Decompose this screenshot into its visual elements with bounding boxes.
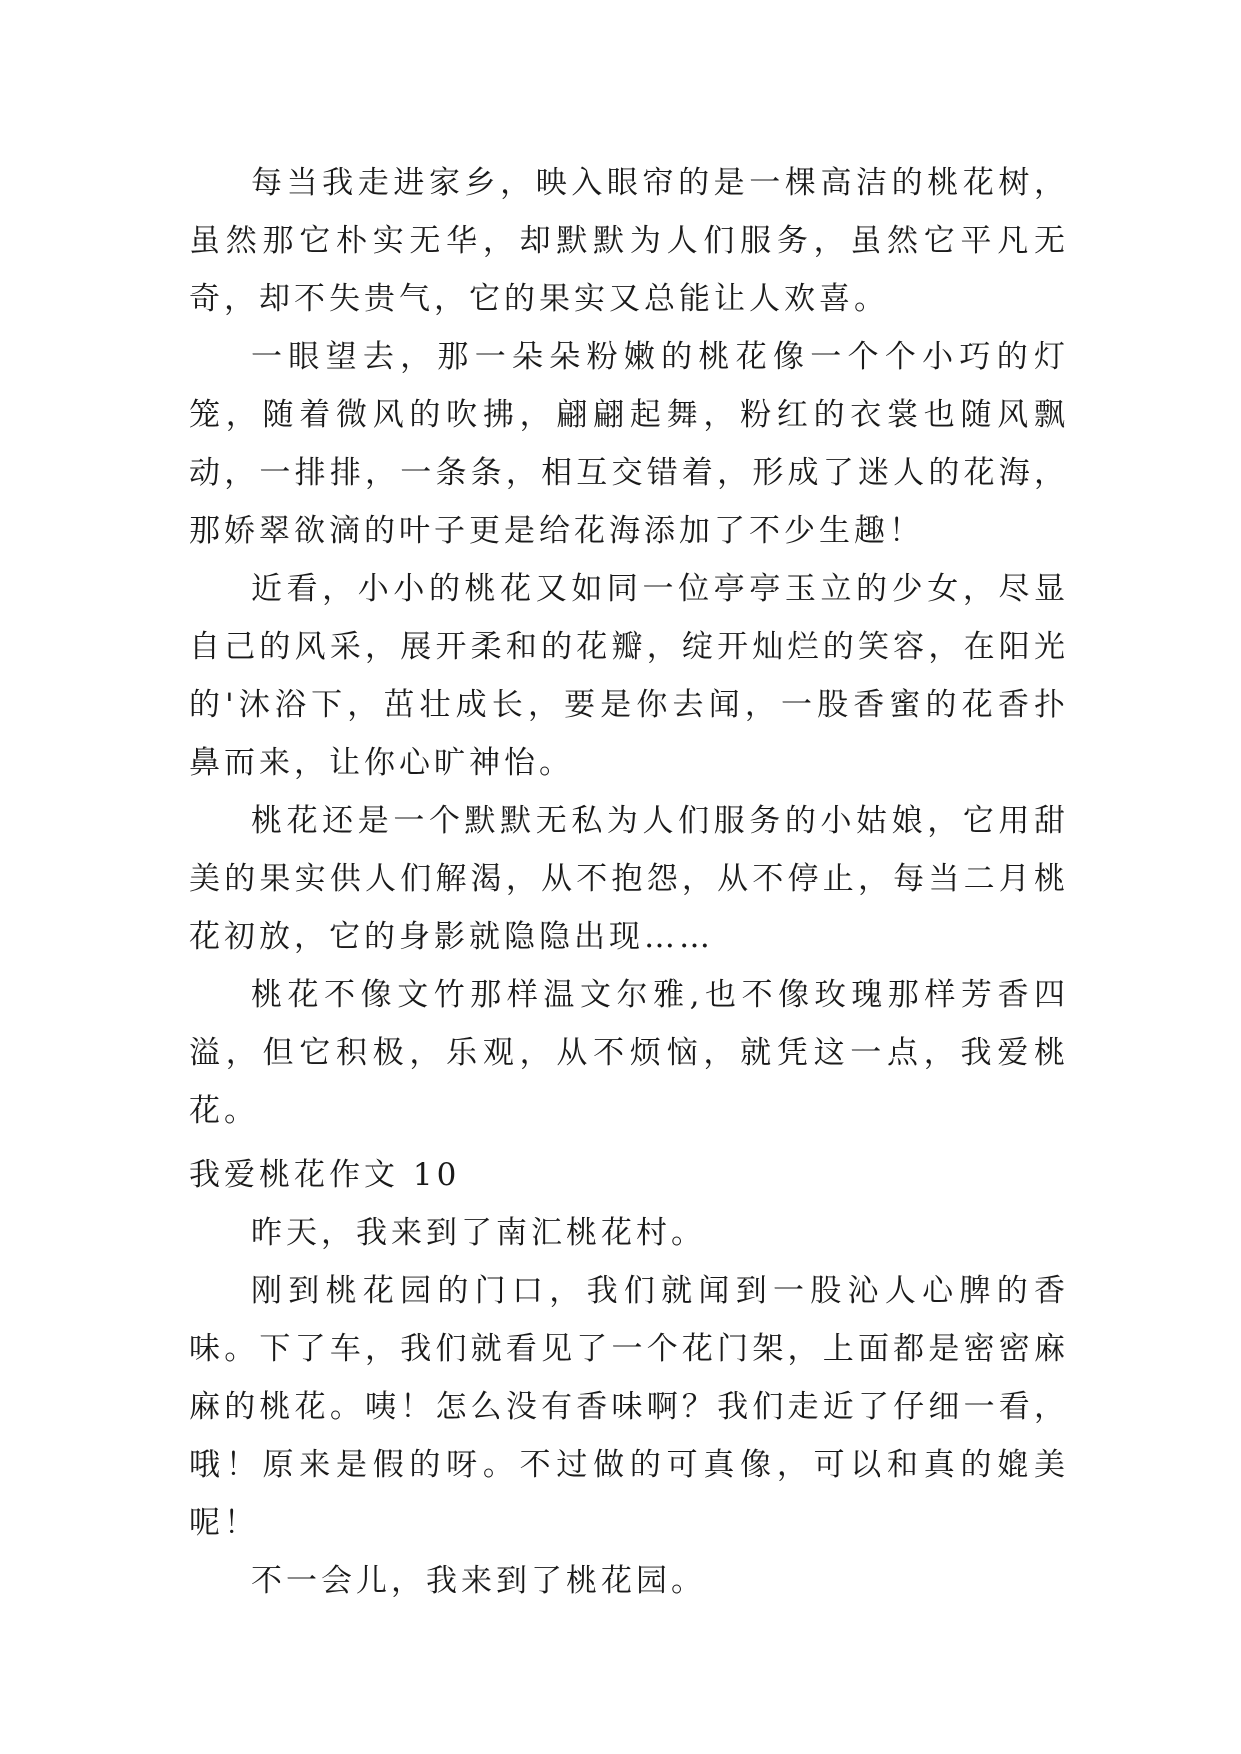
paragraph: 不一会儿，我来到了桃花园。 (251, 1563, 706, 1599)
paragraph: 桃花不像文竹那样温文尔雅,也不像玫瑰那样芳香四溢，但它积极，乐观，从不烦恼，就凭这一点，我爱桃花。 (189, 977, 1069, 1129)
paragraph: 刚到桃花园的门口，我们就闻到一股沁人心脾的香味。下了车，我们就看见了一个花门架，上面都是密密麻麻的桃花。咦！怎么没有香味啊？我们走近了仔细一看，哦！原来是假的呀。不过做的可真像，可以和真的媲美呢！ (189, 1273, 1069, 1541)
essay-title: 我爱桃花作文 10 (189, 1157, 461, 1193)
essay-body-part-2 (189, 1204, 1069, 1610)
essay-body-part-1 (189, 154, 1069, 1140)
paragraph: 昨天，我来到了南汇桃花村。 (251, 1215, 706, 1251)
paragraph: 近看，小小的桃花又如同一位亭亭玉立的少女，尽显自己的风采，展开柔和的花瓣，绽开灿烂的笑容，在阳光的'沐浴下，茁壮成长，要是你去闻，一股香蜜的花香扑鼻而来，让你心旷神怡。 (189, 571, 1069, 781)
paragraph: 桃花还是一个默默无私为人们服务的小姑娘，它用甜美的果实供人们解渴，从不抱怨，从不停止，每当二月桃花初放，它的身影就隐隐出现…… (189, 803, 1069, 955)
paragraph: 一眼望去，那一朵朵粉嫩的桃花像一个个小巧的灯笼，随着微风的吹拂，翩翩起舞，粉红的衣裳也随风飘动，一排排，一条条，相互交错着，形成了迷人的花海，那娇翠欲滴的叶子更是给花海添加了不少生趣！ (189, 339, 1069, 549)
paragraph: 每当我走进家乡，映入眼帘的是一棵高洁的桃花树，虽然那它朴实无华，却默默为人们服务，虽然它平凡无奇，却不失贵气，它的果实又总能让人欢喜。 (189, 165, 1069, 317)
